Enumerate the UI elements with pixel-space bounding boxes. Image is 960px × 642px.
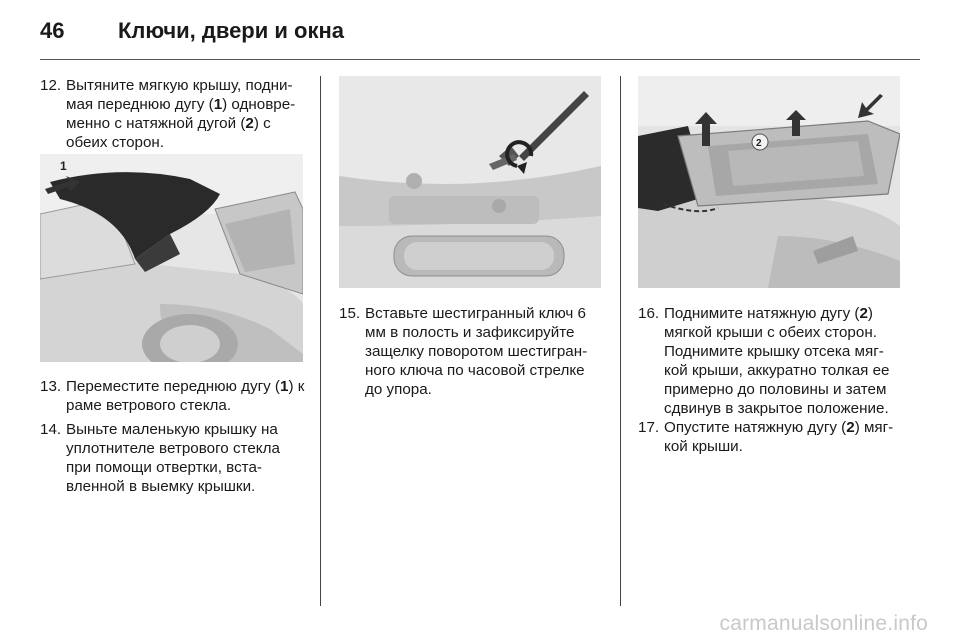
step-number: 13. — [40, 378, 62, 395]
illustration-tension-bow — [638, 76, 900, 288]
column-divider-left — [320, 76, 321, 606]
step-number: 17. — [638, 419, 660, 436]
watermark: carmanualsonline.info — [719, 612, 928, 635]
illustration-hex-key-drawing — [339, 76, 601, 288]
step-text: Выньте маленькую крышку на уплотнителе ветрового стекла при помощи отвертки, вста-вленной в выемку крышки. — [66, 421, 280, 495]
step-number: 16. — [638, 305, 660, 322]
illustration-tension-bow-drawing — [638, 76, 900, 288]
step-17 — [638, 418, 904, 456]
illustration-hex-key — [339, 76, 601, 288]
step-16 — [638, 304, 904, 418]
step-text: Поднимите натяжную дугу (2) мягкой крыши с обеих сторон. Поднимите крышку отсека мяг-кой крыши, аккуратно толкая ее примерно до половины и затем сдвинув в закрытое положение. — [664, 305, 890, 417]
step-text: Вставьте шестигранный ключ 6 мм в полость и зафиксируйте защелку поворотом шестигран-ного ключа по часовой стрелке до упора. — [365, 305, 588, 398]
step-number: 12. — [40, 77, 62, 94]
figure-label-1: 1 — [60, 159, 67, 173]
illustration-soft-top-front-bow-drawing — [40, 154, 303, 362]
illustration-soft-top-front-bow — [40, 154, 303, 362]
step-12 — [40, 76, 306, 152]
figure-label-2: 2 — [756, 138, 762, 149]
step-14 — [40, 420, 306, 496]
step-number: 15. — [339, 305, 361, 322]
column-divider-right — [620, 76, 621, 606]
step-text: Переместите переднюю дугу (1) к раме ветрового стекла. — [66, 378, 305, 414]
chapter-title: Ключи, двери и окна — [118, 18, 344, 43]
step-number: 14. — [40, 421, 62, 438]
step-text: Вытяните мягкую крышу, подни-мая переднюю дугу (1) одновре-менно с натяжной дугой (2) с обеих сторон. — [66, 77, 296, 151]
step-13 — [40, 377, 306, 415]
step-text: Опустите натяжную дугу (2) мяг-кой крыши. — [664, 419, 894, 455]
page-number: 46 — [40, 18, 65, 43]
step-15 — [339, 304, 605, 399]
page-header — [40, 18, 920, 58]
header-rule — [40, 59, 920, 60]
